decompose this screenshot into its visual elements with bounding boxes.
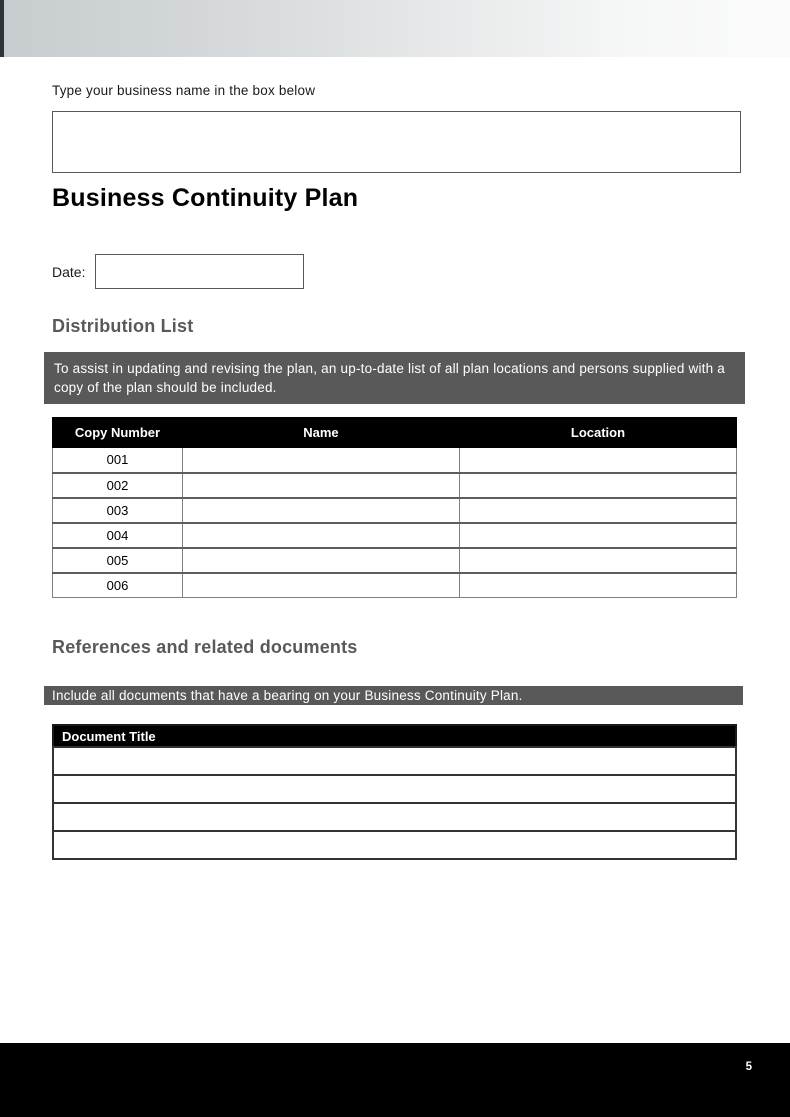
name-cell[interactable] — [182, 448, 459, 473]
column-header-name: Name — [182, 418, 459, 448]
copy-number-cell: 003 — [53, 498, 183, 523]
document-title-cell[interactable] — [53, 831, 736, 859]
business-name-instruction: Type your business name in the box below — [52, 83, 316, 98]
copy-number-cell: 004 — [53, 523, 183, 548]
location-cell[interactable] — [459, 473, 736, 498]
references-note-banner: Include all documents that have a bearing on your Business Continuity Plan. — [44, 686, 743, 705]
copy-number-cell: 006 — [53, 573, 183, 598]
table-row — [53, 775, 736, 803]
name-cell[interactable] — [182, 498, 459, 523]
document-title-cell[interactable] — [53, 803, 736, 831]
table-row — [53, 448, 737, 473]
column-header-location: Location — [459, 418, 736, 448]
copy-number-cell: 005 — [53, 548, 183, 573]
table-row — [53, 548, 737, 573]
location-cell[interactable] — [459, 573, 736, 598]
page-number: 5 — [745, 1061, 752, 1073]
date-row — [52, 254, 741, 289]
column-header-copy-number: Copy Number — [53, 418, 183, 448]
distribution-table-header-row — [53, 418, 737, 448]
distribution-table — [52, 417, 737, 598]
copy-number-cell: 002 — [53, 473, 183, 498]
document-table-header-row — [53, 725, 736, 747]
page-content — [0, 83, 790, 860]
name-cell[interactable] — [182, 523, 459, 548]
document-title-table — [52, 724, 737, 860]
table-row — [53, 573, 737, 598]
table-row — [53, 803, 736, 831]
distribution-note-banner: To assist in updating and revising the plan, an up-to-date list of all plan locations and persons supplied with a copy of the plan should be included. — [44, 352, 745, 404]
document-title-cell[interactable] — [53, 775, 736, 803]
document-title-header: Document Title — [53, 725, 736, 747]
header-gradient-bar — [0, 0, 790, 57]
name-cell[interactable] — [182, 573, 459, 598]
date-input[interactable] — [95, 254, 304, 289]
table-row — [53, 523, 737, 548]
business-name-input[interactable] — [52, 111, 741, 173]
references-heading: References and related documents — [52, 637, 358, 657]
table-row — [53, 473, 737, 498]
document-title-cell[interactable] — [53, 747, 736, 775]
name-cell[interactable] — [182, 548, 459, 573]
page-title: Business Continuity Plan — [52, 184, 359, 212]
distribution-list-heading: Distribution List — [52, 316, 194, 336]
date-label: Date: — [52, 263, 86, 280]
location-cell[interactable] — [459, 498, 736, 523]
header-accent-strip — [0, 0, 4, 57]
name-cell[interactable] — [182, 473, 459, 498]
location-cell[interactable] — [459, 448, 736, 473]
table-row — [53, 498, 737, 523]
location-cell[interactable] — [459, 523, 736, 548]
table-row — [53, 831, 736, 859]
table-row — [53, 747, 736, 775]
footer-bar — [0, 1043, 790, 1117]
location-cell[interactable] — [459, 548, 736, 573]
copy-number-cell: 001 — [53, 448, 183, 473]
